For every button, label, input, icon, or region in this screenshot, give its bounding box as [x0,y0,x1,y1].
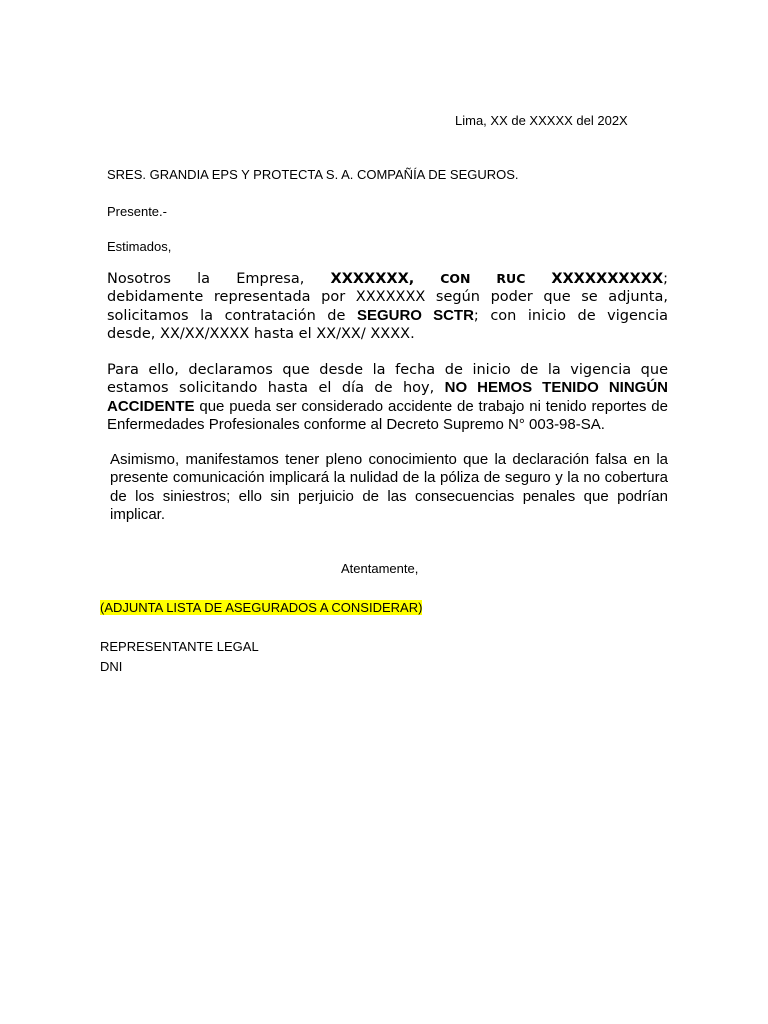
paragraph-ack-line-3: de los siniestros; ello sin perjuicio de las consecuencias penales que podrían [110,487,668,505]
company-placeholder: XXXXXXX, [330,271,415,287]
no-accident-statement: NO HEMOS TENIDO NINGÚN [444,379,668,397]
ruc-placeholder: XXXXXXXXXX [551,271,664,287]
paragraph-declaration-line-3 [107,398,668,416]
text-segment: ; con inicio de vigencia [473,307,668,324]
highlighted-text: (ADJUNTA LISTA DE ASEGURADOS A CONSIDERAR) [100,600,423,615]
closing: Atentamente, [341,561,419,576]
paragraph-request [107,270,668,343]
paragraph-declaration [107,361,668,434]
paragraph-request-line-4: desde, XX/XX/XXXX hasta el XX/XX/ XXXX. [107,325,415,342]
addressee: SRES. GRANDIA EPS Y PROTECTA S. A. COMPAÑÍA DE SEGUROS. [107,167,519,182]
paragraph-request-line-1 [107,270,668,288]
paragraph-declaration-line-1: Para ello, declaramos que desde la fecha de inicio de la vigencia que [107,362,668,378]
text-segment: ; [663,271,669,287]
paragraph-acknowledgement [110,451,668,524]
paragraph-ack-line-4: implicar. [110,505,166,523]
paragraph-declaration-line-2 [107,379,668,397]
accident-word: ACCIDENTE [107,397,195,415]
presente-line: Presente.- [107,204,167,219]
paragraph-request-line-3 [107,307,668,325]
date-line: Lima, XX de XXXXX del 202X [455,113,628,128]
signature-id-label: DNI [100,659,123,674]
text-segment: que pueda ser considerado accidente de trabajo ni tenido reportes de [194,397,668,415]
signature-role: REPRESENTANTE LEGAL [100,639,259,654]
paragraph-ack-line-1: Asimismo, manifestamos tener pleno conocimiento que la declaración falsa en la [110,451,668,468]
product-name: SEGURO SCTR [356,306,474,324]
text-segment: Nosotros la Empresa, [107,271,331,287]
paragraph-request-line-2: debidamente representada por XXXXXXX según poder que se adjunta, [107,289,668,306]
text-segment: solicitamos la contratación de [107,307,357,324]
paragraph-ack-line-2: presente comunicación implicará la nulidad de la póliza de seguro y la no cobertura [110,469,668,487]
paragraph-declaration-line-4: Enfermedades Profesionales conforme al Decreto Supremo N° 003-98-SA. [107,415,605,433]
attachment-note [100,600,422,616]
ruc-label: CON RUC [414,271,552,286]
greeting: Estimados, [107,239,172,254]
text-segment: estamos solicitando hasta el día de hoy, [107,380,445,397]
